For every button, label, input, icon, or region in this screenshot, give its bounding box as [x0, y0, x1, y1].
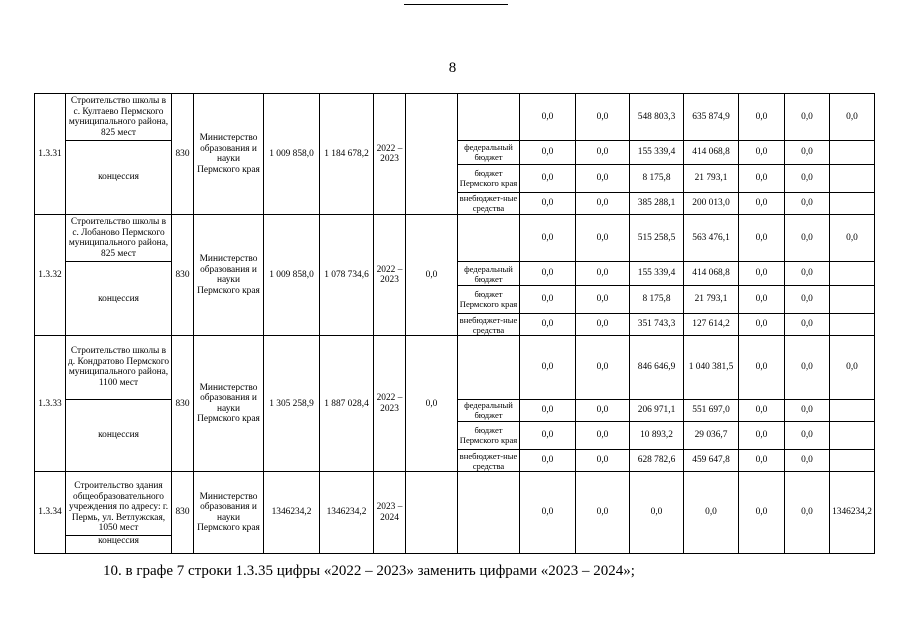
cost2-cell: 1 078 734,6	[320, 215, 374, 336]
executor-cell: Министерство образования и науки Пермского края	[194, 336, 264, 472]
value-cell: 563 476,1	[684, 215, 739, 262]
value-cell: 0,0	[739, 285, 785, 313]
value-cell: 351 743,3	[630, 313, 684, 336]
value-cell: 8 175,8	[630, 285, 684, 313]
source-label: внебюджет-ные средства	[458, 313, 520, 336]
period-cell: 2022 – 2023	[374, 336, 406, 472]
value-cell: 127 614,2	[684, 313, 739, 336]
table-row	[35, 336, 875, 399]
executor-cell: Министерство образования и науки Пермского края	[194, 472, 264, 554]
value-cell: 0,0	[785, 472, 830, 554]
source-label: бюджет Пермского края	[458, 422, 520, 450]
value-cell: 515 258,5	[630, 215, 684, 262]
value-cell: 0,0	[739, 94, 785, 141]
value-cell	[830, 141, 875, 165]
value-cell: 0,0	[520, 336, 576, 399]
value-cell: 0,0	[739, 141, 785, 165]
object-name: Строительство школы в с. Лобаново Пермского муниципального района, 825 мест	[66, 215, 172, 262]
value-cell	[830, 313, 875, 336]
value-cell: 414 068,8	[684, 141, 739, 165]
value-cell: 0,0	[520, 449, 576, 472]
value-cell: 0,0	[785, 313, 830, 336]
col8-cell	[406, 472, 458, 554]
value-cell: 1346234,2	[830, 472, 875, 554]
col8-cell: 0,0	[406, 336, 458, 472]
value-cell: 628 782,6	[630, 449, 684, 472]
value-cell: 0,0	[520, 472, 576, 554]
value-cell	[830, 262, 875, 286]
code-cell: 830	[172, 472, 194, 554]
source-label: федеральный бюджет	[458, 141, 520, 165]
value-cell: 0,0	[739, 192, 785, 215]
source-label: внебюджет-ные средства	[458, 449, 520, 472]
object-name: Строительство школы в д. Кондратово Пермского муниципального района, 1100 мест	[66, 336, 172, 399]
cost2-cell: 1346234,2	[320, 472, 374, 554]
value-cell: 0,0	[739, 336, 785, 399]
value-cell: 548 803,3	[630, 94, 684, 141]
page-number: 8	[448, 60, 457, 76]
value-cell: 0,0	[576, 141, 630, 165]
object-name: Строительство школы в с. Култаево Пермского муниципального района, 825 мест	[66, 94, 172, 141]
cost-cell: 1 305 258,9	[264, 336, 320, 472]
value-cell: 0,0	[576, 192, 630, 215]
value-cell: 0,0	[520, 141, 576, 165]
col8-cell: 0,0	[406, 215, 458, 336]
table-row	[35, 94, 875, 141]
period-cell: 2022 – 2023	[374, 94, 406, 215]
value-cell: 0,0	[739, 313, 785, 336]
row-number: 1.3.32	[35, 215, 66, 336]
value-cell: 0,0	[576, 262, 630, 286]
value-cell: 0,0	[785, 164, 830, 192]
value-cell: 0,0	[785, 141, 830, 165]
value-cell: 635 874,9	[684, 94, 739, 141]
value-cell: 0,0	[739, 472, 785, 554]
value-cell: 385 288,1	[630, 192, 684, 215]
financing-form: концессия	[98, 535, 139, 546]
value-cell: 200 013,0	[684, 192, 739, 215]
value-cell: 0,0	[785, 94, 830, 141]
value-cell: 0,0	[520, 94, 576, 141]
source-label: федеральный бюджет	[458, 399, 520, 422]
value-cell: 0,0	[576, 472, 630, 554]
row-number: 1.3.34	[35, 472, 66, 554]
value-cell: 0,0	[785, 215, 830, 262]
source-label: внебюджет-ные средства	[458, 192, 520, 215]
value-cell: 0,0	[630, 472, 684, 554]
value-cell: 155 339,4	[630, 141, 684, 165]
value-cell: 0,0	[739, 422, 785, 450]
value-cell	[830, 422, 875, 450]
value-cell	[830, 449, 875, 472]
footer-instruction: 10. в графе 7 строки 1.3.35 цифры «2022 – 2023» заменить цифрами «2023 – 2024»;	[103, 563, 635, 579]
financing-form: концессия	[66, 399, 172, 472]
executor-cell: Министерство образования и науки Пермского края	[194, 94, 264, 215]
value-cell: 0,0	[520, 215, 576, 262]
source-label	[458, 336, 520, 399]
value-cell: 0,0	[785, 336, 830, 399]
value-cell	[830, 399, 875, 422]
value-cell: 155 339,4	[630, 262, 684, 286]
source-label	[458, 472, 520, 554]
value-cell: 21 793,1	[684, 164, 739, 192]
value-cell: 0,0	[576, 313, 630, 336]
value-cell: 0,0	[785, 449, 830, 472]
value-cell: 10 893,2	[630, 422, 684, 450]
value-cell: 0,0	[520, 262, 576, 286]
value-cell: 206 971,1	[630, 399, 684, 422]
value-cell: 0,0	[739, 399, 785, 422]
executor-cell: Министерство образования и науки Пермского края	[194, 215, 264, 336]
value-cell: 0,0	[785, 422, 830, 450]
code-cell: 830	[172, 336, 194, 472]
value-cell: 414 068,8	[684, 262, 739, 286]
cost-cell: 1 009 858,0	[264, 215, 320, 336]
row-number: 1.3.33	[35, 336, 66, 472]
value-cell: 0,0	[785, 192, 830, 215]
value-cell: 8 175,8	[630, 164, 684, 192]
table-row	[35, 215, 875, 262]
period-cell: 2022 – 2023	[374, 215, 406, 336]
value-cell: 0,0	[785, 399, 830, 422]
value-cell: 0,0	[576, 449, 630, 472]
value-cell: 0,0	[520, 164, 576, 192]
program-table	[34, 93, 875, 554]
value-cell: 459 647,8	[684, 449, 739, 472]
value-cell: 0,0	[684, 472, 739, 554]
value-cell	[830, 164, 875, 192]
value-cell: 0,0	[739, 164, 785, 192]
value-cell: 0,0	[785, 285, 830, 313]
value-cell	[830, 192, 875, 215]
value-cell: 0,0	[830, 215, 875, 262]
value-cell: 0,0	[739, 262, 785, 286]
value-cell: 0,0	[830, 336, 875, 399]
cost-cell: 1346234,2	[264, 472, 320, 554]
cost2-cell: 1 184 678,2	[320, 94, 374, 215]
value-cell: 551 697,0	[684, 399, 739, 422]
cost2-cell: 1 887 028,4	[320, 336, 374, 472]
period-cell: 2023 – 2024	[374, 472, 406, 554]
value-cell: 0,0	[576, 215, 630, 262]
value-cell: 0,0	[830, 94, 875, 141]
value-cell: 0,0	[520, 399, 576, 422]
value-cell: 0,0	[576, 164, 630, 192]
source-label	[458, 94, 520, 141]
value-cell: 21 793,1	[684, 285, 739, 313]
row-number: 1.3.31	[35, 94, 66, 215]
code-cell: 830	[172, 215, 194, 336]
value-cell: 0,0	[576, 94, 630, 141]
value-cell: 0,0	[739, 215, 785, 262]
value-cell: 0,0	[520, 313, 576, 336]
source-label: федеральный бюджет	[458, 262, 520, 286]
table-row	[35, 472, 875, 554]
value-cell: 29 036,7	[684, 422, 739, 450]
value-cell: 0,0	[520, 285, 576, 313]
value-cell: 0,0	[576, 422, 630, 450]
source-label: бюджет Пермского края	[458, 164, 520, 192]
source-label: бюджет Пермского края	[458, 285, 520, 313]
value-cell: 0,0	[576, 336, 630, 399]
top-rule	[404, 4, 508, 5]
value-cell: 0,0	[576, 399, 630, 422]
object-name: Строительство здания общеобразовательного учреждения по адресу: г. Пермь, ул. Ветлужская, 1050 мест	[66, 479, 171, 536]
col8-cell	[406, 94, 458, 215]
value-cell: 0,0	[520, 422, 576, 450]
code-cell: 830	[172, 94, 194, 215]
value-cell: 0,0	[739, 449, 785, 472]
value-cell: 0,0	[576, 285, 630, 313]
value-cell: 0,0	[520, 192, 576, 215]
source-label	[458, 215, 520, 262]
financing-form: концессия	[66, 262, 172, 336]
cost-cell: 1 009 858,0	[264, 94, 320, 215]
value-cell: 1 040 381,5	[684, 336, 739, 399]
financing-form: концессия	[66, 141, 172, 215]
value-cell: 846 646,9	[630, 336, 684, 399]
value-cell: 0,0	[785, 262, 830, 286]
value-cell	[830, 285, 875, 313]
object-name-cell	[66, 472, 172, 554]
